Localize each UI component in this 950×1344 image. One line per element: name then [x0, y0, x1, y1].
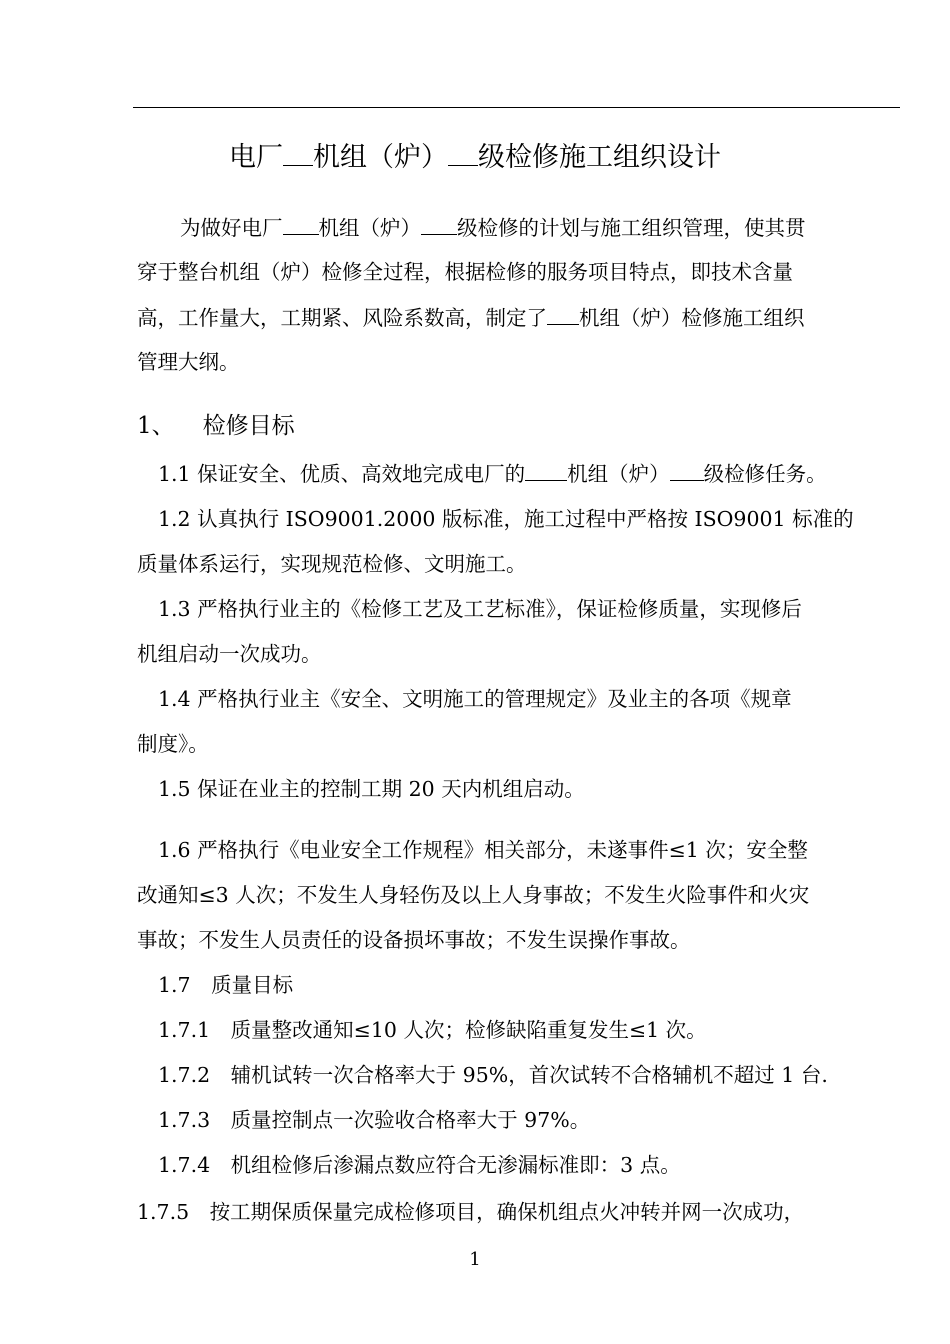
- title-blank-2: [448, 143, 478, 166]
- intro-line-2: 穿于整台机组（炉）检修全过程，根据检修的服务项目特点，即技术含量: [137, 260, 793, 284]
- item-1-5: 1.5 保证在业主的控制工期 20 天内机组启动。: [158, 777, 585, 801]
- item-1-2-line-2: 质量体系运行，实现规范检修、文明施工。: [137, 552, 527, 576]
- page-number: 1: [469, 1249, 481, 1270]
- document-title: [0, 138, 950, 178]
- item-1-2-line-1: 1.2 认真执行 ISO9001.2000 版标准，施工过程中严格按 ISO9001 标准的: [158, 507, 854, 531]
- title-blank-1: [283, 143, 313, 166]
- intro-line-3: [137, 302, 805, 333]
- intro-line-1: [180, 212, 806, 243]
- item-1-7: 1.7 质量目标: [158, 973, 294, 997]
- item-blank-2: [670, 458, 704, 481]
- title-part-2: 机组（炉）: [313, 142, 448, 173]
- item-text: 机组（炉）: [567, 462, 670, 486]
- item-1-6-line-1: 1.6 严格执行《电业安全工作规程》相关部分，未遂事件≤1 次；安全整: [158, 838, 808, 862]
- item-1-7-1: 1.7.1 质量整改通知≤10 人次；检修缺陷重复发生≤1 次。: [158, 1018, 707, 1042]
- section-title: 检修目标: [202, 413, 295, 439]
- intro-blank-2: [421, 212, 457, 235]
- intro-text: 机组（炉）检修施工组织: [579, 306, 805, 330]
- item-1-7-3: 1.7.3 质量控制点一次验收合格率大于 97%。: [158, 1108, 591, 1132]
- item-1-7-5: 1.7.5 按工期保质保量完成检修项目，确保机组点火冲转并网一次成功，: [137, 1200, 805, 1224]
- header-rule: [133, 107, 900, 108]
- item-1-3-line-1: 1.3 严格执行业主的《检修工艺及工艺标准》，保证检修质量，实现修后: [158, 597, 802, 621]
- item-1-6-line-2: 改通知≤3 人次；不发生人身轻伤及以上人身事故；不发生火险事件和火灾: [137, 883, 810, 907]
- intro-text: 高，工作量大，工期紧、风险系数高，制定了: [137, 306, 547, 330]
- item-1-4-line-1: 1.4 严格执行业主《安全、文明施工的管理规定》及业主的各项《规章: [158, 687, 792, 711]
- item-text: 级检修任务。: [703, 462, 827, 486]
- intro-text: 为做好电厂: [180, 216, 283, 240]
- intro-text: 机组（炉）: [318, 216, 421, 240]
- item-1-6-line-3: 事故；不发生人员责任的设备损坏事故；不发生误操作事故。: [137, 928, 691, 952]
- item-1-4-line-2: 制度》。: [137, 732, 209, 756]
- intro-text: 级检修的计划与施工组织管理，使其贯: [457, 216, 806, 240]
- item-1-7-2: 1.7.2 辅机试转一次合格率大于 95%，首次试转不合格辅机不超过 1 台.: [158, 1063, 828, 1087]
- item-1-7-4: 1.7.4 机组检修后渗漏点数应符合无渗漏标准即：3 点。: [158, 1153, 681, 1177]
- item-1-1: [158, 458, 827, 489]
- section-number: 1、: [137, 413, 175, 439]
- intro-line-4: 管理大纲。: [137, 350, 240, 374]
- intro-blank-1: [283, 212, 319, 235]
- section-heading-1: [137, 410, 295, 442]
- title-part-3: 级检修施工组织设计: [478, 142, 721, 173]
- item-1-3-line-2: 机组启动一次成功。: [137, 642, 322, 666]
- intro-blank-3: [547, 302, 579, 325]
- item-text: 1.1 保证安全、优质、高效地完成电厂的: [158, 462, 526, 486]
- title-part-1: 电厂: [229, 142, 283, 173]
- item-blank-1: [525, 458, 567, 481]
